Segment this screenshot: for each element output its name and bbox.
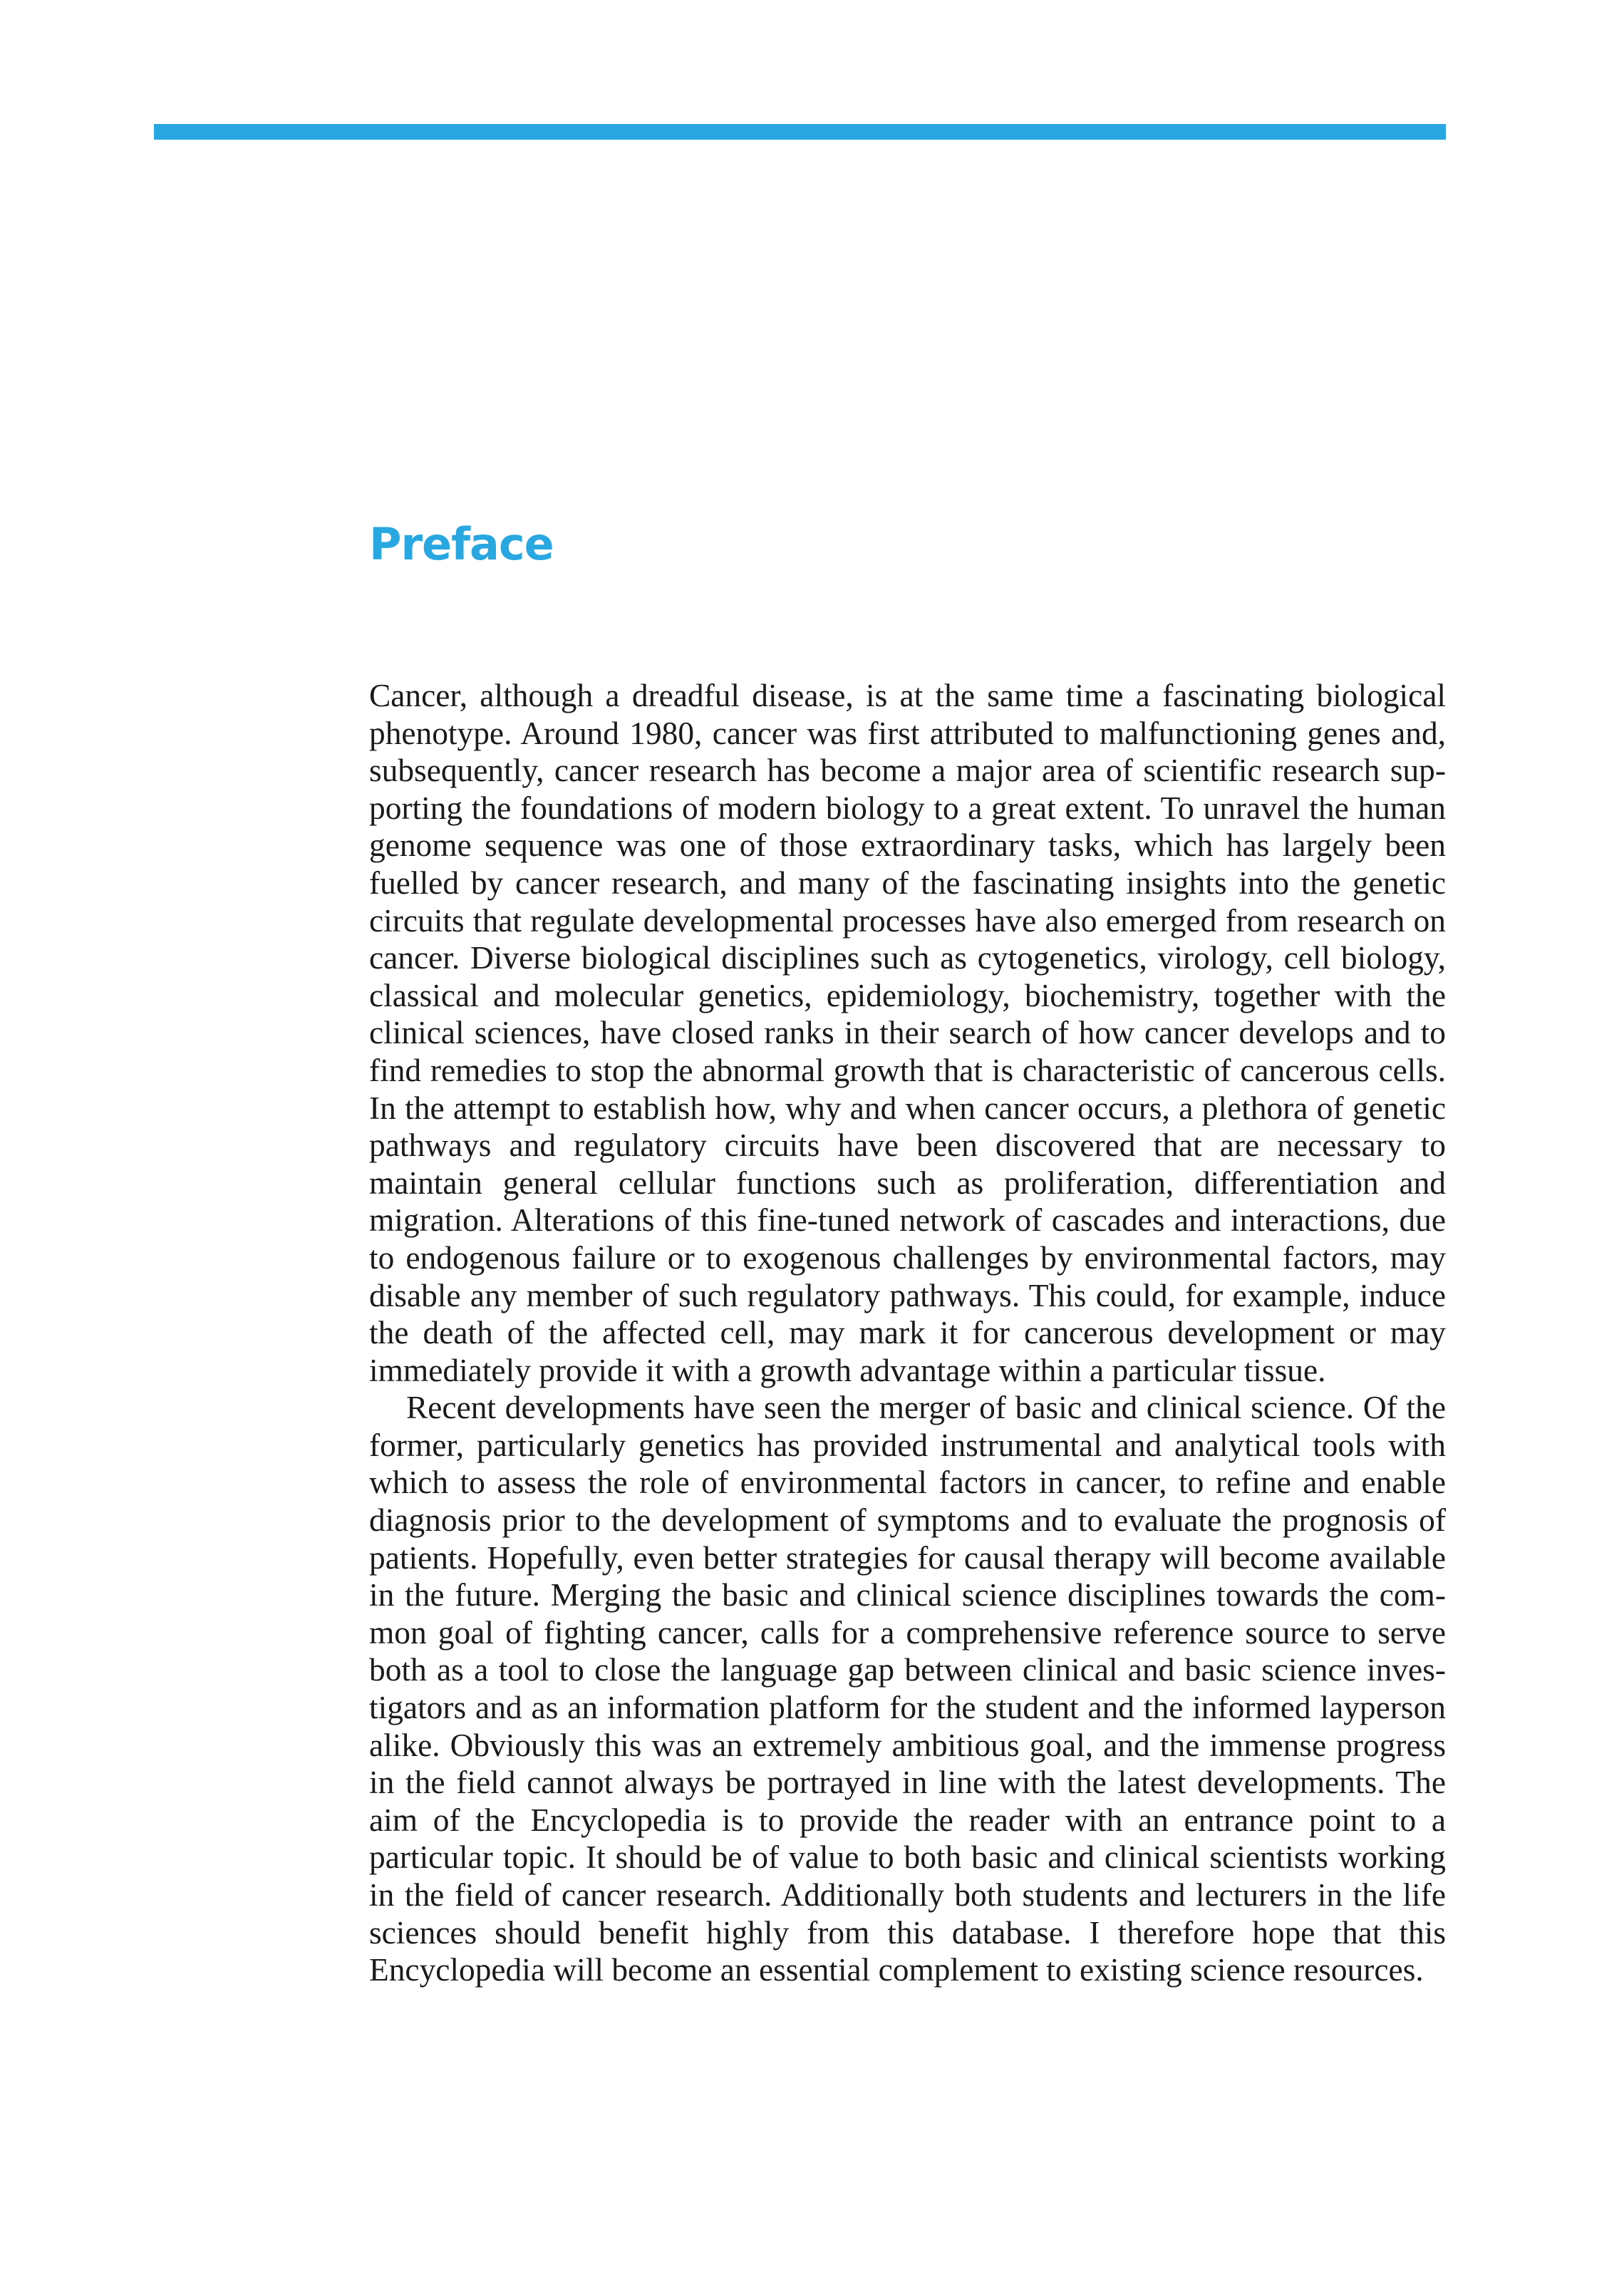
preface-body — [369, 677, 1446, 1989]
paragraph: Recent developments have seen the merger of basic and clinical science. Of the former, particularly genetics has provided instrumental and analytical tools with which to assess the role of environmental factors in cancer, to refine and enable diagnosis prior to the development of symptoms and to evaluate the prognosis of patients. Hopefully, even better strategies for causal therapy will become available in the future. Merging the basic and clinical science disciplines towards the common goal of fighting cancer, calls for a comprehensive reference source to serve both as a tool to close the language gap between clinical and basic science investigators and as an information platform for the student and the informed layperson alike. Obviously this was an extremely ambitious goal, and the immense progress in the field cannot always be portrayed in line with the latest developments. The aim of the Encyclopedia is to provide the reader with an entrance point to a particular topic. It should be of value to both basic and clinical scientists working in the field of cancer research. Additionally both students and lecturers in the life sciences should benefit highly from this database. I therefore hope that this Encyclopedia will become an essential complement to existing science resources. — [369, 1390, 1446, 1988]
paragraph: Cancer, although a dreadful disease, is at the same time a fascinating biological phenotype. Around 1980, cancer was first attributed to malfunctioning genes and, subsequently, cancer research has become a major area of scientific research supporting the foundations of modern biology to a great extent. To unravel the human genome sequence was one of those extraordinary tasks, which has largely been fuelled by cancer research, and many of the fascinating insights into the genetic circuits that regulate developmental processes have also emerged from research on cancer. Diverse biological disciplines such as cytogenetics, virology, cell biology, classical and molecular genetics, epidemiology, biochemistry, together with the clinical sciences, have closed ranks in their search of how cancer develops and to find remedies to stop the abnormal growth that is characteristic of cancerous cells. In the attempt to establish how, why and when cancer occurs, a plethora of genetic pathways and regulatory circuits have been discovered that are necessary to maintain general cellular functions such as proliferation, differentiation and migration. Alterations of this fine-tuned network of cascades and interactions, due to endogenous failure or to exogenous challenges by environmental factors, may disable any member of such regulatory pathways. This could, for example, induce the death of the affected cell, may mark it for cancerous development or may immediately provide it with a growth advantage within a particular tissue. — [369, 678, 1446, 1388]
page-title: Preface — [369, 518, 554, 570]
header-rule — [154, 124, 1446, 140]
